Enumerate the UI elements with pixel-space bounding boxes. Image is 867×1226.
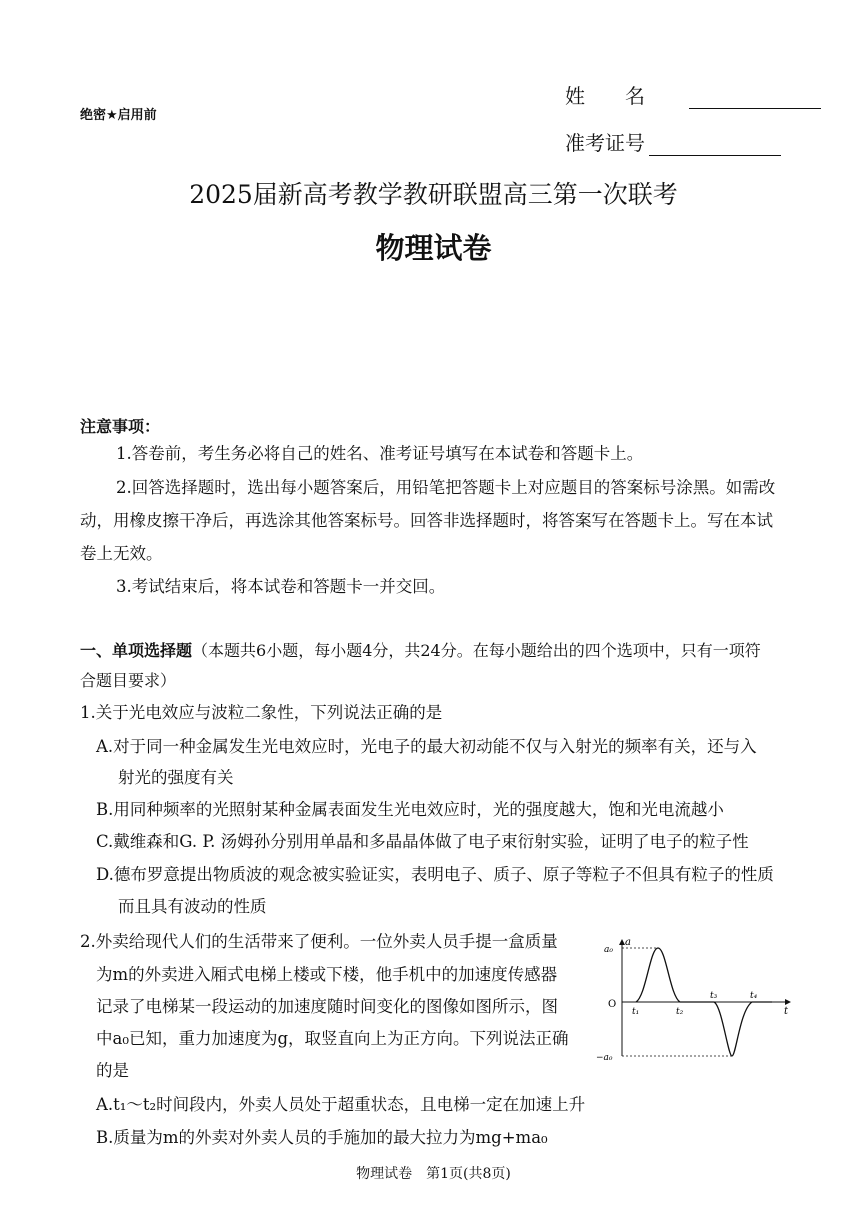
a0-label: a₀ [604, 945, 613, 955]
x-axis-label: t [784, 1006, 789, 1017]
q1-option-a: A.对于同一种金属发生光电效应时，光电子的最大初动能不仅与入射光的频率有关，还与入 [96, 737, 757, 756]
exam-id-label: 准考证号 [565, 131, 645, 155]
q2-option-b: B.质量为m的外卖对外卖人员的手施加的最大拉力为mg+ma₀ [96, 1128, 548, 1147]
section-desc-cont: 合题目要求） [80, 671, 177, 690]
question-2-line-1: 2.外卖给现代人们的生活带来了便利。一位外卖人员手提一盒质量 [80, 932, 558, 951]
notice-item-2: 2.回答选择题时，选出每小题答案后，用铅笔把答题卡上对应题目的答案标号涂黑。如需改 [116, 478, 776, 497]
notice-item-2-cont2: 卷上无效。 [80, 544, 163, 563]
q1-option-c: C.戴维森和G. P. 汤姆孙分别用单晶和多晶晶体做了电子束衍射实验，证明了电子的粒子性 [96, 832, 749, 851]
exam-id-blank-line [649, 133, 781, 156]
question-2-line-5: 的是 [96, 1061, 129, 1080]
notice-item-1: 1.答卷前，考生务必将自己的姓名、准考证号填写在本试卷和答题卡上。 [116, 444, 644, 463]
exam-title: 2025届新高考教学教研联盟高三第一次联考 [189, 180, 678, 209]
page-footer: 物理试卷 第1页(共8页) [356, 1166, 511, 1182]
q1-option-d-cont: 而且具有波动的性质 [118, 897, 267, 916]
t2-label: t₂ [676, 1007, 684, 1017]
t3-label: t₃ [710, 991, 718, 1001]
exam-subtitle: 物理试卷 [375, 231, 492, 265]
notice-item-3: 3.考试结束后，将本试卷和答题卡一并交回。 [116, 577, 446, 596]
q2-option-a: A.t₁～t₂时间段内，外卖人员处于超重状态，且电梯一定在加速上升 [96, 1095, 586, 1114]
q1-option-a-cont: 射光的强度有关 [118, 768, 234, 787]
t1-label: t₁ [632, 1007, 640, 1017]
name-blank-line [689, 86, 821, 109]
neg-a0-label: −a₀ [596, 1053, 613, 1063]
section-title: 一、单项选择题 [80, 641, 193, 660]
origin-label: O [608, 999, 617, 1010]
name-field [565, 80, 821, 109]
t4-label: t₄ [750, 991, 758, 1001]
question-2-line-3: 记录了电梯某一段运动的加速度随时间变化的图像如图所示，图 [96, 997, 558, 1016]
section-heading [80, 638, 761, 661]
y-axis-label: a [625, 937, 631, 948]
confidential-mark: 绝密★启用前 [80, 108, 157, 123]
exam-id-field [565, 127, 781, 156]
section-desc: （本题共6小题，每小题4分，共24分。在每小题给出的四个选项中，只有一项符 [192, 641, 761, 660]
notice-item-2-cont: 动，用橡皮擦干净后，再选涂其他答案标号。回答非选择题时，将答案写在答题卡上。写在本试 [80, 511, 773, 530]
q1-option-d: D.德布罗意提出物质波的观念被实验证实，表明电子、质子、原子等粒子不但具有粒子的性质 [96, 865, 774, 884]
question-2-line-4: 中a₀已知，重力加速度为g，取竖直向上为正方向。下列说法正确 [96, 1029, 569, 1048]
name-label: 姓名 [565, 84, 685, 108]
acceleration-time-graph [594, 936, 794, 1066]
notice-heading: 注意事项： [80, 417, 161, 436]
question-1-stem: 1.关于光电效应与波粒二象性，下列说法正确的是 [80, 703, 443, 722]
question-2-line-2: 为m的外卖进入厢式电梯上楼或下楼，他手机中的加速度传感器 [96, 965, 558, 984]
q1-option-b: B.用同种频率的光照射某种金属表面发生光电效应时，光的强度越大，饱和光电流越小 [96, 800, 724, 819]
